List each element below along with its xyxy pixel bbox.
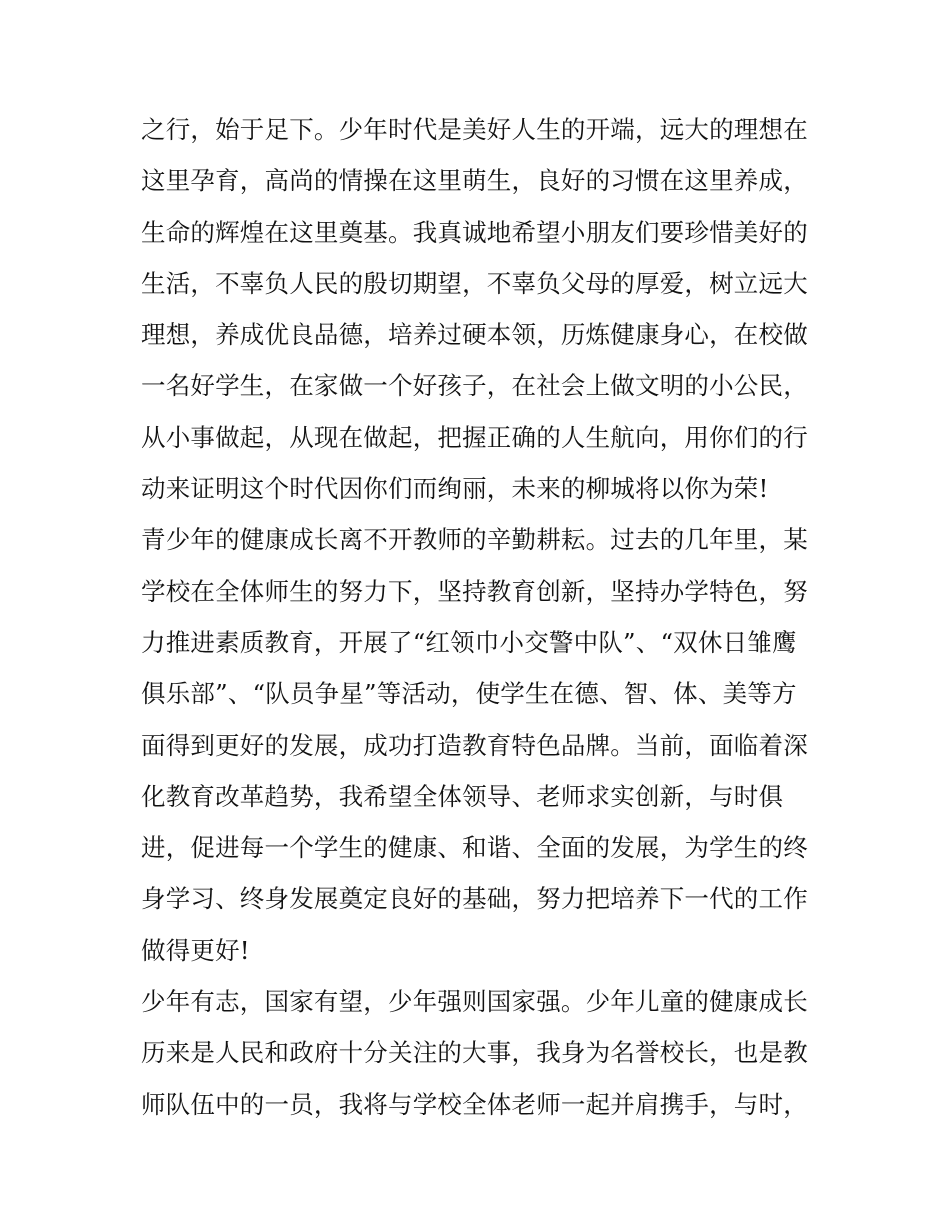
text-line: 之行，始于足下。少年时代是美好人生的开端，远大的理想在 bbox=[141, 115, 808, 144]
text-line: 一名好学生，在家做一个好孩子，在社会上做文明的小公民， bbox=[141, 371, 808, 401]
text-line: 化教育改革趋势，我希望全体领导、老师求实创新，与时俱 bbox=[141, 781, 784, 811]
body-text bbox=[141, 108, 821, 1134]
text-line: 做得更好! bbox=[141, 935, 250, 965]
text-line: 生命的辉煌在这里奠基。我真诚地希望小朋友们要珍惜美好的 bbox=[141, 217, 808, 247]
text-line: 从小事做起，从现在做起，把握正确的人生航向，用你们的行 bbox=[141, 422, 808, 452]
text-line: 身学习、终身发展奠定良好的基础，努力把培养下一代的工作 bbox=[141, 884, 808, 914]
text-line: 历来是人民和政府十分关注的大事，我身为名誉校长，也是教 bbox=[141, 1038, 808, 1068]
text-line: 学校在全体师生的努力下，坚持教育创新，坚持办学特色，努 bbox=[141, 576, 808, 606]
text-line: 师队伍中的一员，我将与学校全体老师一起并肩携手，与时， bbox=[141, 1089, 808, 1119]
text-line: 少年有志，国家有望，少年强则国家强。少年儿童的健康成长 bbox=[141, 987, 808, 1017]
text-line: 生活，不辜负人民的殷切期望，不辜负父母的厚爱，树立远大 bbox=[141, 268, 808, 298]
text-line: 进，促进每一个学生的健康、和谐、全面的发展，为学生的终 bbox=[141, 833, 808, 863]
text-line: 青少年的健康成长离不开教师的辛勤耕耘。过去的几年里，某 bbox=[141, 525, 808, 555]
text-line: 这里孕育，高尚的情操在这里萌生，良好的习惯在这里养成， bbox=[141, 166, 808, 196]
text-line: 理想，养成优良品德，培养过硬本领，历炼健康身心，在校做 bbox=[141, 320, 808, 350]
text-line: 动来证明这个时代因你们而绚丽，未来的柳城将以你为荣! bbox=[141, 474, 769, 504]
text-line: 面得到更好的发展，成功打造教育特色品牌。当前，面临着深 bbox=[141, 730, 808, 760]
text-line: 俱乐部”、“队员争星”等活动，使学生在德、智、体、美等方 bbox=[141, 679, 797, 709]
text-line: 力推进素质教育，开展了“红领巾小交警中队”、“双休日雏鹰 bbox=[141, 627, 797, 657]
